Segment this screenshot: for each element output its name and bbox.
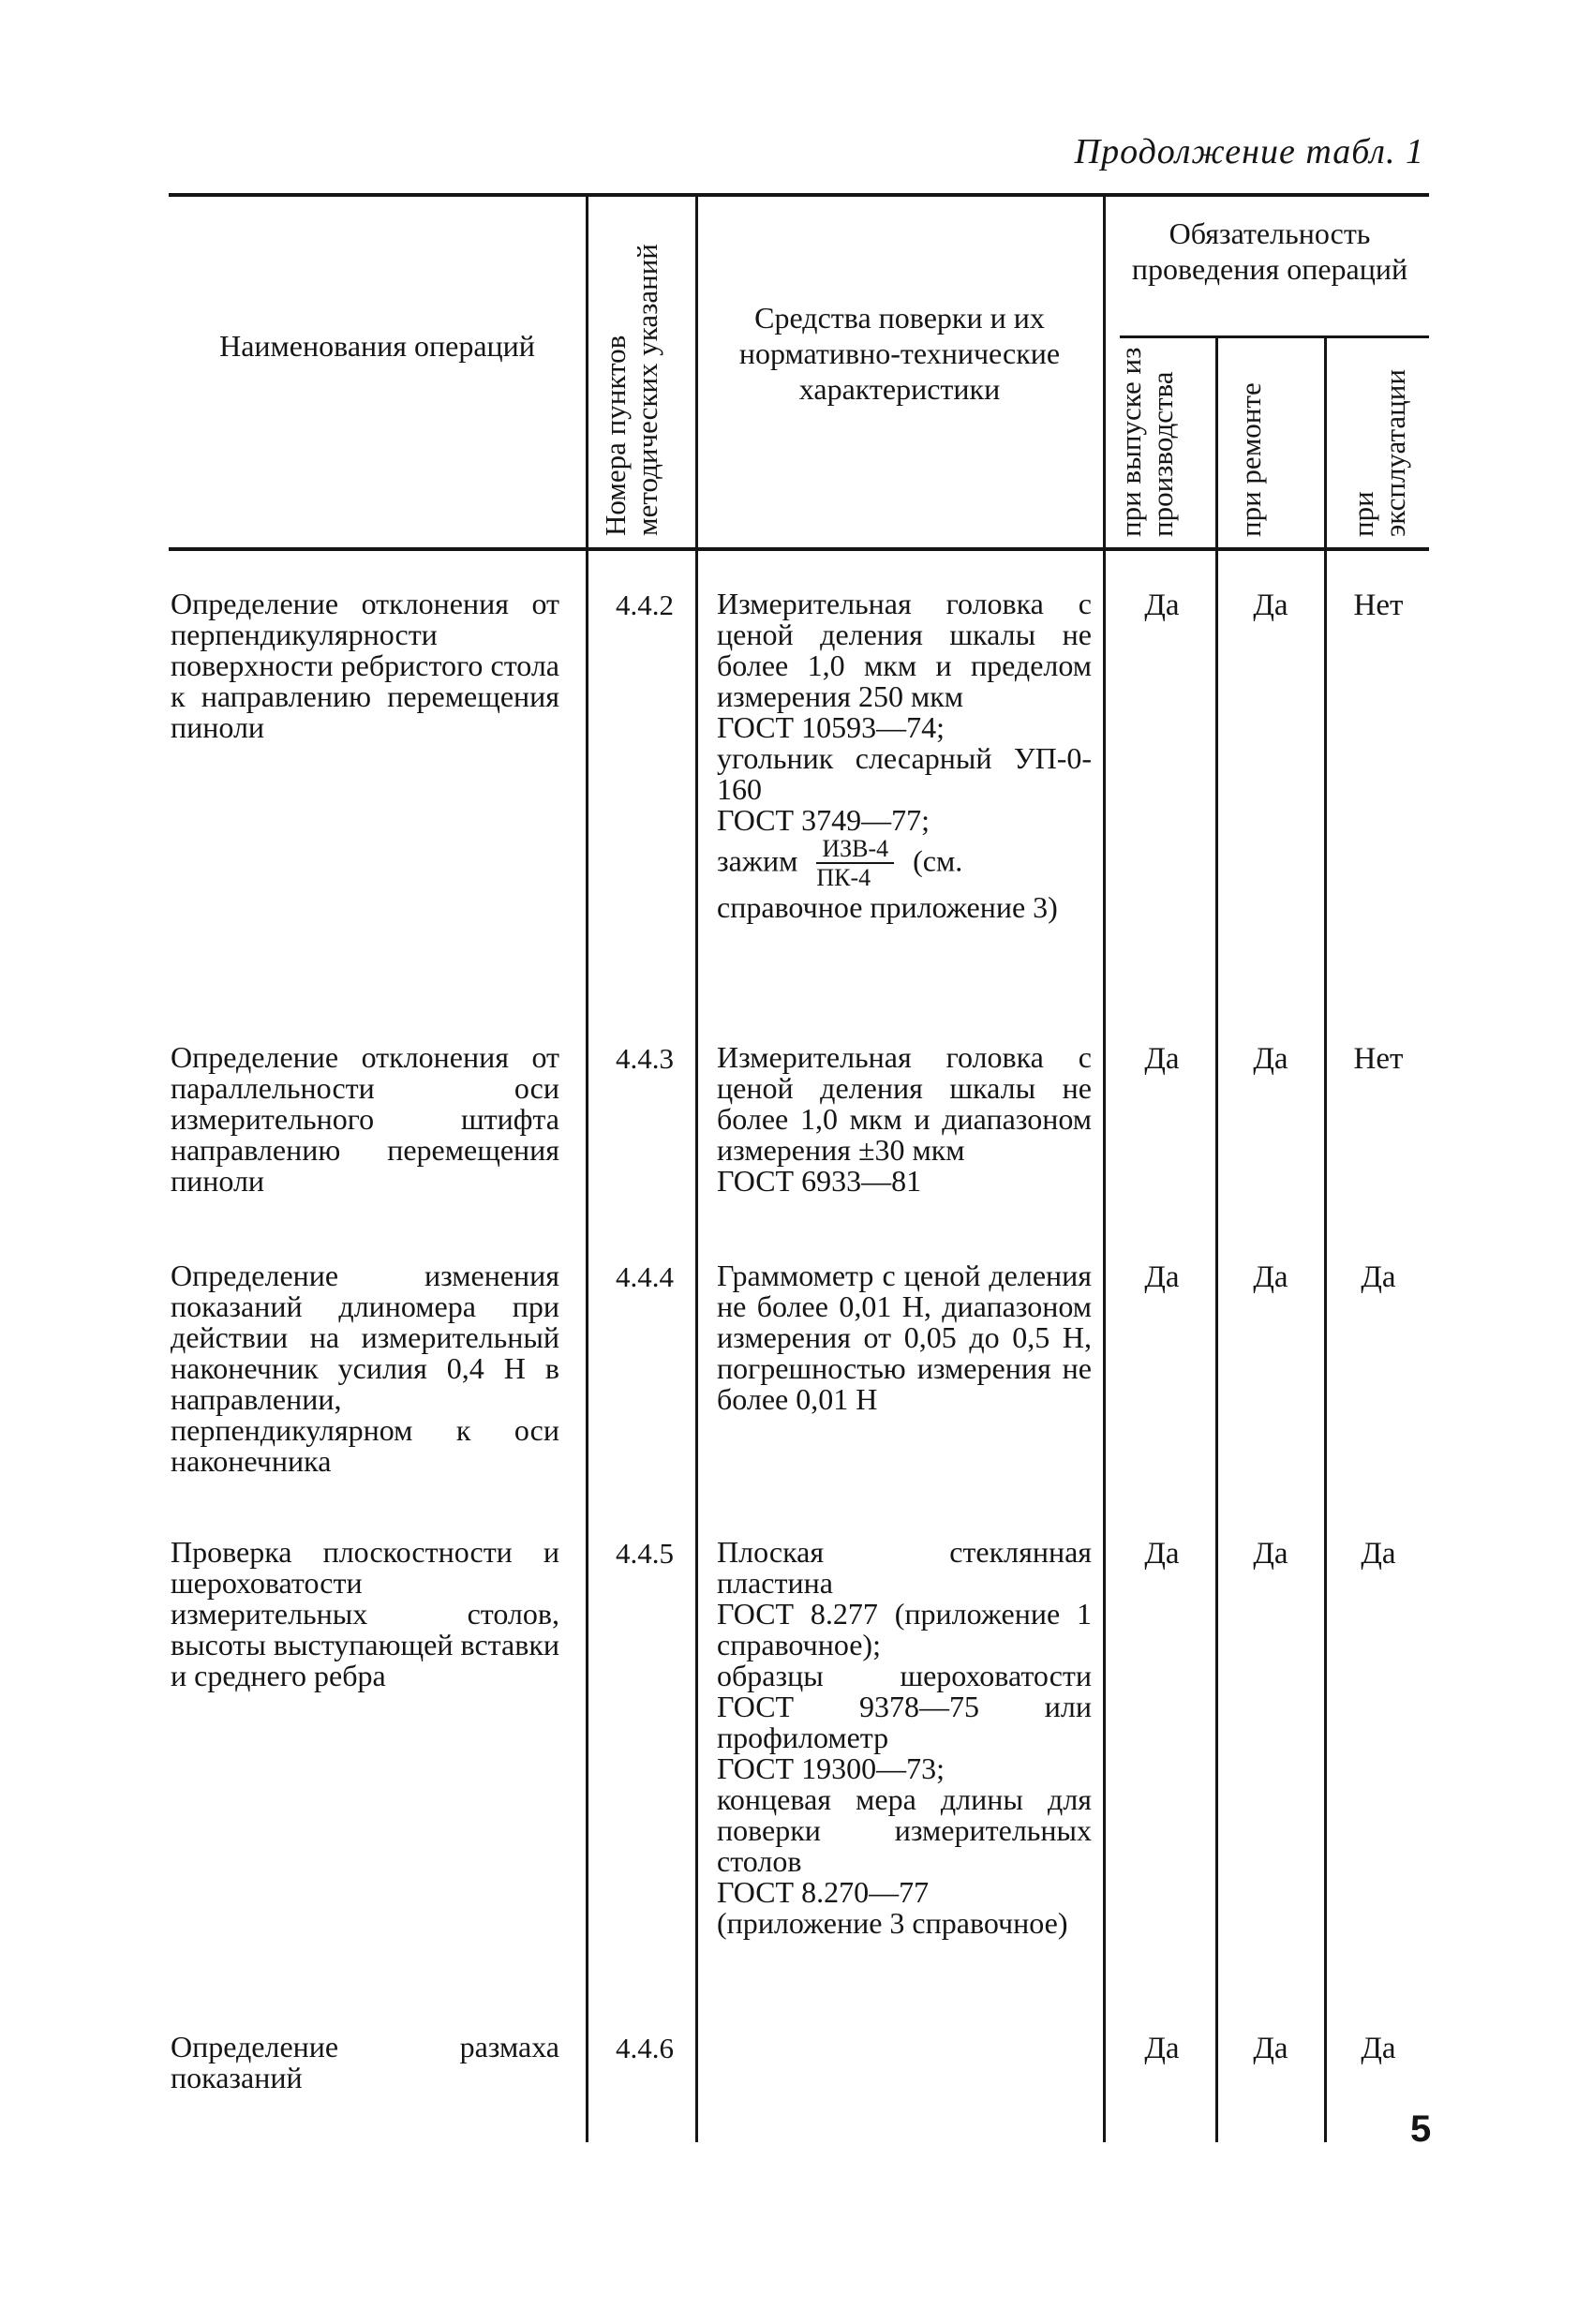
table-row-point-number: 4.4.5 bbox=[616, 1537, 674, 1570]
clamp-fraction bbox=[816, 836, 894, 892]
answer-repair: Да bbox=[1253, 1537, 1288, 1571]
header-at-release: при выпуске из производства bbox=[1114, 347, 1179, 537]
table-row-point-number: 4.4.3 bbox=[616, 1042, 674, 1075]
header-verification-means: Средства поверки и их нормативно-технические характеристики bbox=[738, 301, 1061, 406]
clamp-word: зажим bbox=[717, 843, 798, 878]
answer-repair: Да bbox=[1253, 1042, 1288, 1076]
answer-exploitation: Нет bbox=[1353, 1042, 1404, 1076]
means-line: ГОСТ 19300—73; bbox=[717, 1751, 945, 1785]
answer-release: Да bbox=[1144, 1537, 1180, 1571]
table-top-rule bbox=[169, 193, 1429, 197]
means-line: ГОСТ 10593—74; bbox=[717, 710, 945, 744]
table-row-point-number: 4.4.4 bbox=[616, 1260, 674, 1293]
table-row-verification-means bbox=[717, 1042, 1092, 1197]
table-row-operation-name: Определение отклонения от параллельности оси измерительного штифта направлению перемещения пиноли bbox=[171, 1040, 559, 1198]
header-obligation: Обязательность проведения операций bbox=[1131, 216, 1408, 286]
header-operation-name: Наименования операций bbox=[219, 329, 535, 363]
means-line: Измерительная головка с ценой деления шкалы не более 1,0 мкм и пределом измерения 250 мкм bbox=[717, 587, 1092, 713]
column-divider bbox=[1103, 193, 1106, 2142]
clamp-numerator: ИЗВ-4 bbox=[816, 836, 894, 864]
answer-release: Да bbox=[1144, 1260, 1180, 1294]
means-line: Граммометр с ценой деления не более 0,01 Н, диапазоном измерения от 0,05 до 0,5 Н, погрешностью измерения не более 0,01 Н bbox=[717, 1259, 1092, 1416]
means-line: образцы шероховатости ГОСТ 9378—75 или профилометр bbox=[717, 1659, 1092, 1754]
table-row-verification-means bbox=[717, 1537, 1092, 1939]
page-number: 5 bbox=[1410, 2108, 1432, 2150]
means-line: ГОСТ 3749—77; bbox=[717, 803, 930, 837]
answer-repair: Да bbox=[1253, 1260, 1288, 1294]
header-bottom-rule bbox=[169, 547, 1429, 551]
answer-release: Да bbox=[1144, 588, 1180, 622]
header-at-exploitation: при эксплуатации bbox=[1347, 369, 1411, 537]
table-row-verification-means bbox=[717, 588, 1092, 923]
answer-repair: Да bbox=[1253, 588, 1288, 622]
clamp-denominator: ПК-4 bbox=[816, 864, 871, 891]
answer-release: Да bbox=[1144, 2032, 1180, 2065]
header-at-repair: при ремонте bbox=[1234, 382, 1267, 537]
table-row-point-number: 4.4.6 bbox=[616, 2032, 674, 2064]
answer-exploitation: Да bbox=[1361, 1537, 1396, 1571]
means-line: Измерительная головка с ценой деления шкалы не более 1,0 мкм и диапазоном измерения ±30 мкм bbox=[717, 1040, 1092, 1167]
table-continuation-caption: Продолжение табл. 1 bbox=[1074, 132, 1424, 171]
answer-repair: Да bbox=[1253, 2032, 1288, 2065]
table-row-operation-name: Определение отклонения от перпендикулярности поверхности ребристого стола к направлению перемещения пиноли bbox=[171, 587, 559, 744]
table-row-verification-means bbox=[717, 1260, 1092, 1415]
clamp-tail: (см. bbox=[913, 843, 963, 878]
means-line: ГОСТ 8.277 (приложение 1 справочное); bbox=[717, 1597, 1092, 1661]
table-row-operation-name: Определение размаха показаний bbox=[171, 2030, 559, 2094]
answer-release: Да bbox=[1144, 1042, 1180, 1076]
table-row-operation-name: Проверка плоскостности и шероховатости измерительных столов, высоты выступающей вставки и среднего ребра bbox=[171, 1535, 559, 1692]
means-line: (приложение 3 справочное) bbox=[717, 1906, 1068, 1940]
means-line: ГОСТ 6933—81 bbox=[717, 1164, 922, 1198]
header-points-number: Номера пунктов методических указаний bbox=[599, 244, 663, 536]
table-row-operation-name: Определение изменения показаний длиномера при действии на измерительный наконечник усилия 0,4 Н в направлении, перпендикулярном к оси наконечника bbox=[171, 1259, 559, 1478]
means-line: справочное приложение 3) bbox=[717, 890, 1058, 924]
means-line: Плоская стеклянная пластина bbox=[717, 1535, 1092, 1600]
column-divider bbox=[695, 193, 698, 2142]
means-line: ГОСТ 8.270—77 bbox=[717, 1875, 930, 1909]
means-line: концевая мера длины для поверки измерительных столов bbox=[717, 1782, 1092, 1878]
obligation-subheader-rule bbox=[1120, 335, 1429, 338]
answer-exploitation: Нет bbox=[1353, 588, 1404, 622]
column-divider bbox=[586, 193, 588, 2142]
table-row-point-number: 4.4.2 bbox=[616, 588, 674, 621]
clamp-line bbox=[717, 836, 1092, 892]
means-line: угольник слесарный УП-0-160 bbox=[717, 741, 1092, 806]
answer-exploitation: Да bbox=[1361, 1260, 1396, 1294]
answer-exploitation: Да bbox=[1361, 2032, 1396, 2065]
